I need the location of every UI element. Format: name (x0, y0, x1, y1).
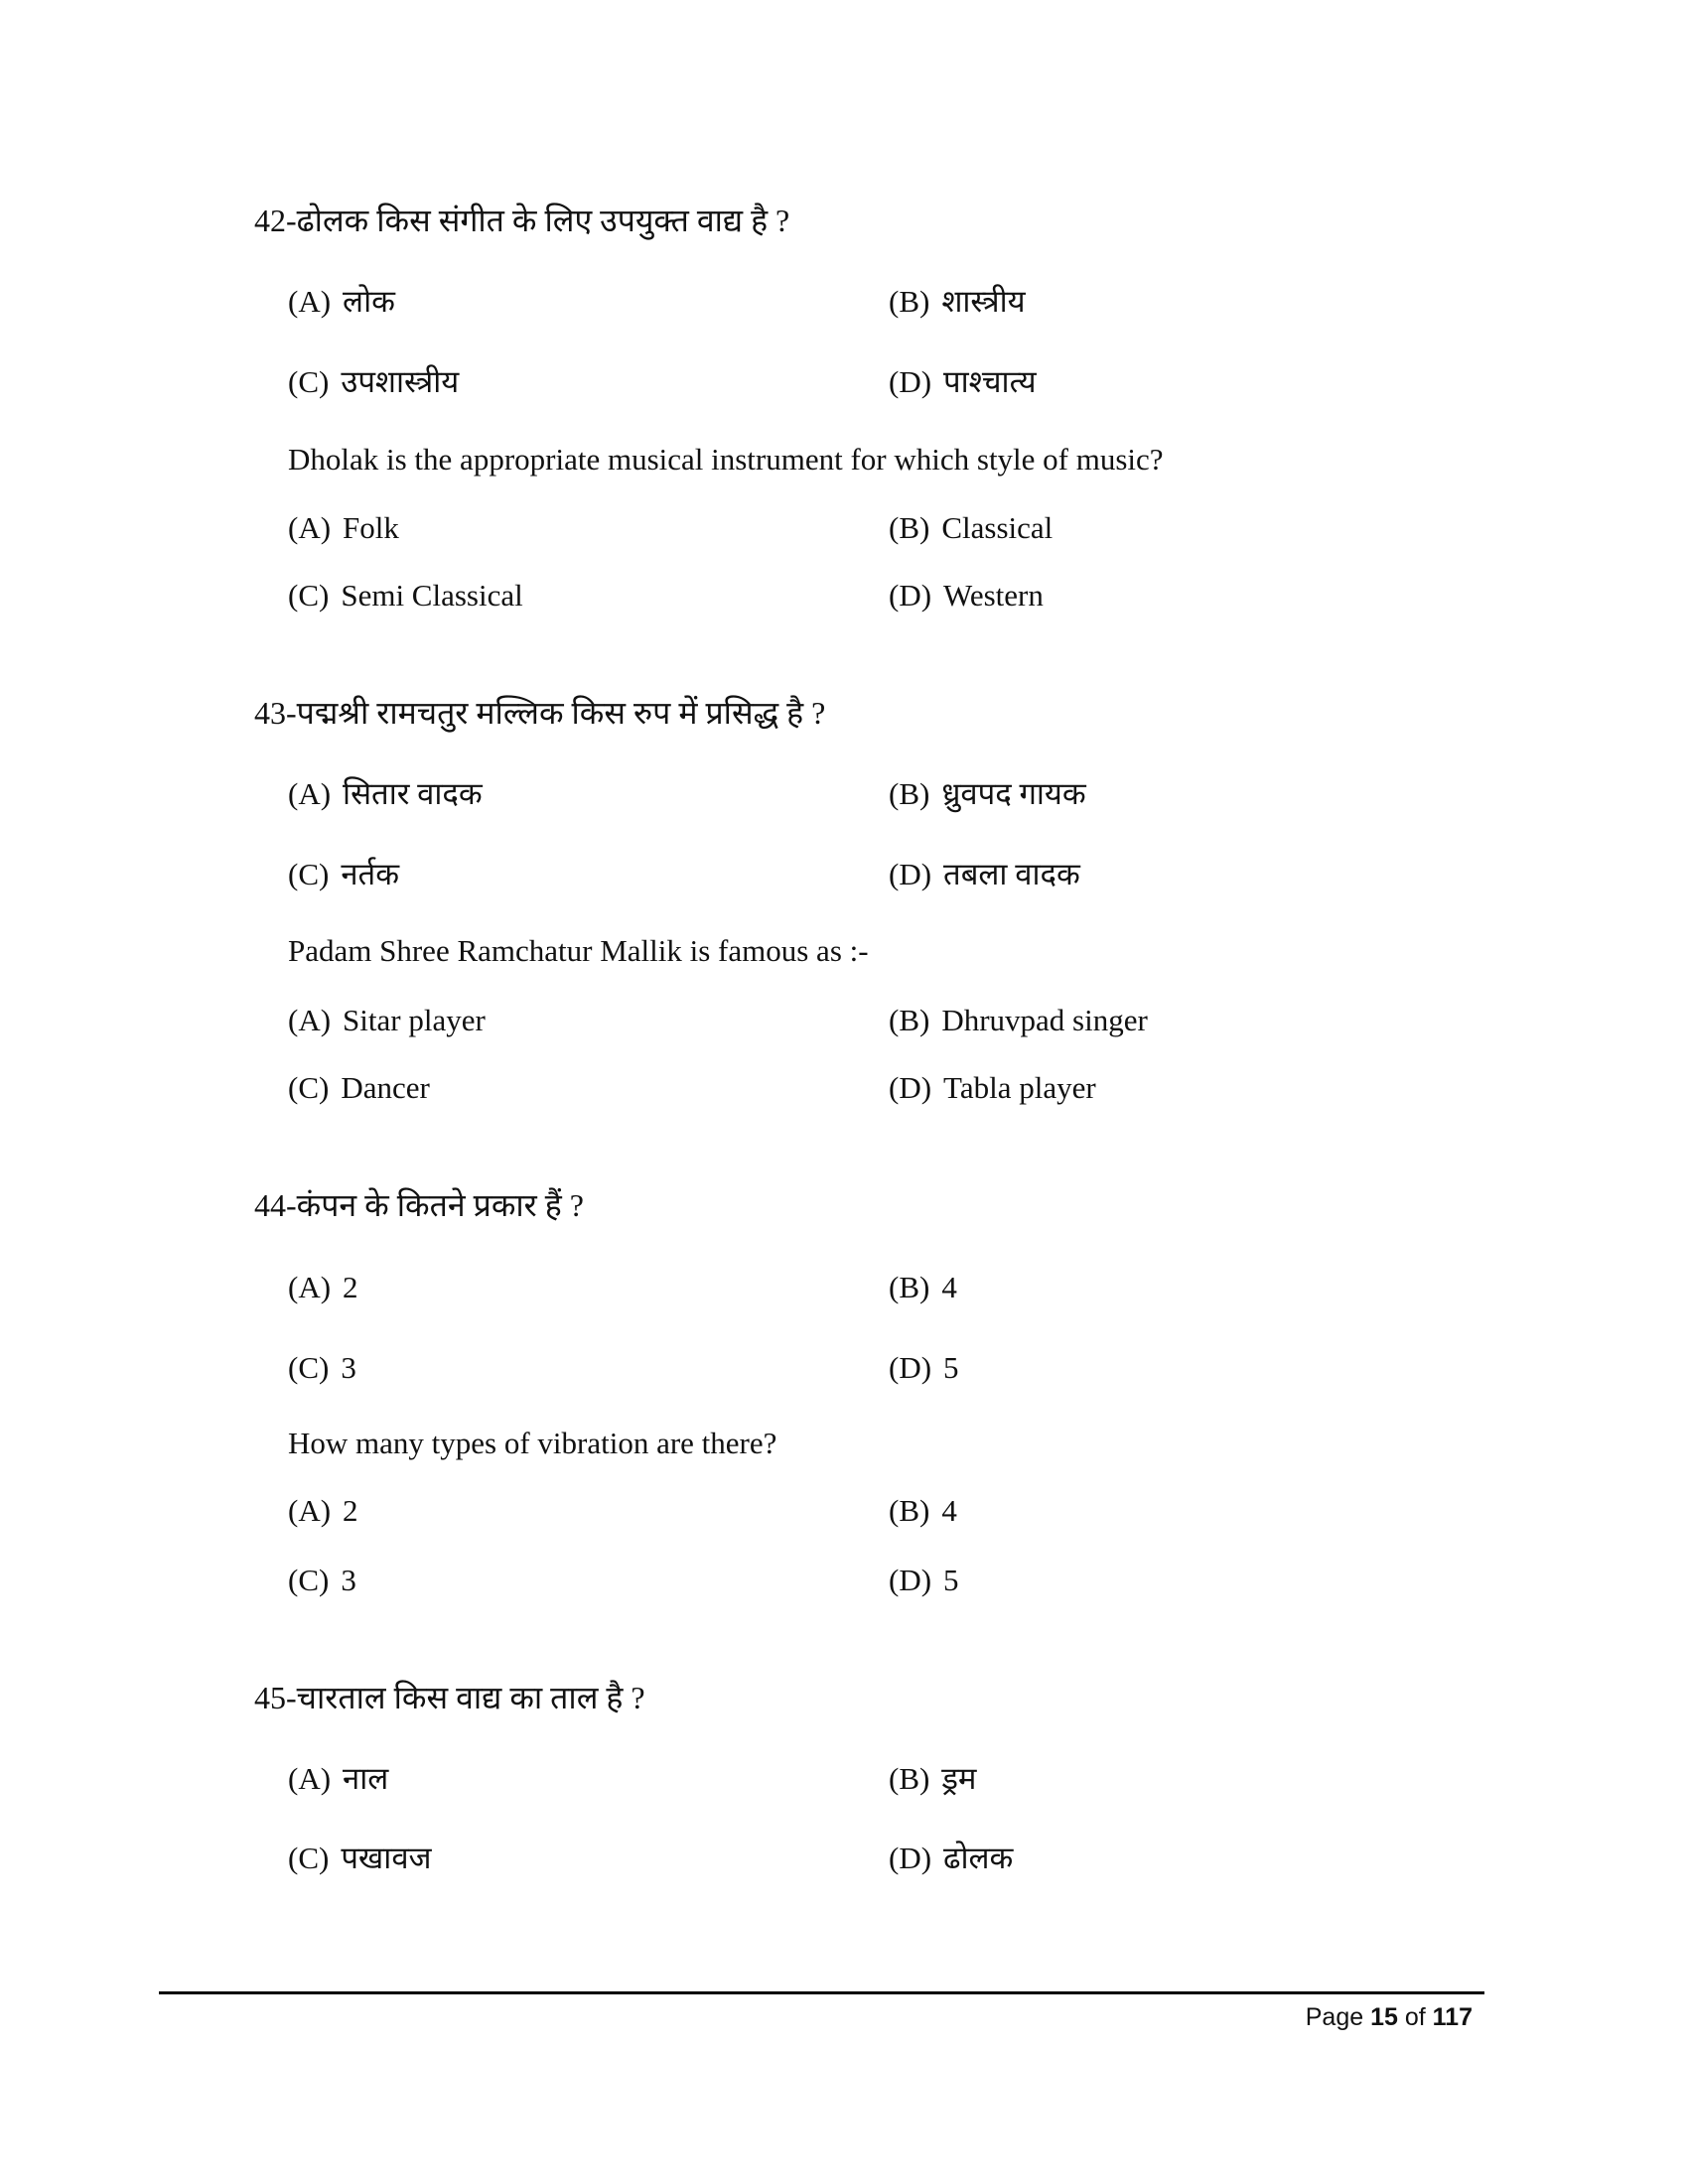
question-english: How many types of vibration are there? (288, 1426, 777, 1460)
option-text: 2 (343, 1493, 358, 1528)
option-a (288, 999, 486, 1042)
option-label: (B) (889, 1493, 930, 1528)
option-d (889, 1837, 1013, 1880)
question-hindi: 44-कंपन के कितने प्रकार हैं ? (254, 1187, 584, 1223)
option-label: (A) (288, 1493, 332, 1528)
option-text: 3 (341, 1350, 356, 1385)
option-b (889, 280, 1026, 324)
option-label: (B) (889, 1270, 930, 1304)
option-label: (A) (288, 776, 332, 811)
option-d (889, 360, 1037, 404)
option-label: (B) (889, 1003, 930, 1037)
option-text: 2 (343, 1270, 358, 1304)
option-label: (D) (889, 1563, 932, 1597)
question-english: Padam Shree Ramchatur Mallik is famous as :- (288, 933, 869, 968)
option-label: (D) (889, 578, 932, 613)
option-d (889, 1559, 959, 1602)
option-d (889, 574, 1044, 617)
option-label: (A) (288, 284, 332, 319)
option-a (288, 1757, 388, 1801)
total-pages: 117 (1432, 2003, 1473, 2031)
option-label: (C) (288, 1563, 330, 1597)
option-text: Western (943, 578, 1044, 613)
option-text: Dancer (341, 1070, 430, 1105)
question-hindi: 42-ढोलक किस संगीत के लिए उपयुक्त वाद्य है ? (254, 203, 790, 238)
option-text: सितार वादक (343, 776, 483, 811)
option-label: (D) (889, 1350, 932, 1385)
option-label: (A) (288, 1761, 332, 1796)
option-a (288, 506, 399, 550)
option-label: (D) (889, 364, 932, 399)
current-page: 15 (1370, 2003, 1398, 2031)
option-label: (B) (889, 284, 930, 319)
option-c (288, 360, 459, 404)
option-c (288, 1837, 432, 1880)
option-label: (C) (288, 578, 330, 613)
option-text: पाश्चात्य (943, 364, 1037, 399)
option-text: शास्त्रीय (941, 284, 1026, 319)
option-b (889, 506, 1053, 550)
option-label: (A) (288, 510, 332, 545)
option-text: पखावज (341, 1841, 432, 1875)
option-label: (B) (889, 510, 930, 545)
option-text: 5 (943, 1350, 959, 1385)
option-d (889, 853, 1080, 896)
of-word: of (1404, 2003, 1426, 2031)
option-label: (D) (889, 1841, 932, 1875)
option-text: Tabla player (943, 1070, 1096, 1105)
page-number (1306, 2003, 1473, 2032)
option-b (889, 1266, 957, 1309)
option-text: नर्तक (341, 857, 400, 891)
option-text: 4 (941, 1493, 957, 1528)
option-c (288, 1346, 356, 1390)
option-label: (C) (288, 857, 330, 891)
option-text: 3 (341, 1563, 356, 1597)
option-label: (C) (288, 364, 330, 399)
option-label: (D) (889, 857, 932, 891)
option-text: Dhruvpad singer (941, 1003, 1148, 1037)
option-b (889, 999, 1148, 1042)
option-text: तबला वादक (943, 857, 1080, 891)
option-b (889, 1757, 976, 1801)
question-english: Dholak is the appropriate musical instrument for which style of music? (288, 442, 1164, 477)
option-b (889, 1489, 957, 1533)
option-text: Folk (343, 510, 399, 545)
option-label: (A) (288, 1270, 332, 1304)
option-label: (B) (889, 1761, 930, 1796)
option-b (889, 772, 1086, 816)
option-a (288, 1489, 358, 1533)
option-text: Classical (941, 510, 1054, 545)
option-label: (B) (889, 776, 930, 811)
page-word: Page (1305, 2003, 1364, 2031)
option-label: (C) (288, 1070, 330, 1105)
footer-rule (159, 1991, 1484, 1994)
option-a (288, 280, 395, 324)
option-label: (A) (288, 1003, 332, 1037)
option-c (288, 853, 399, 896)
option-text: Semi Classical (341, 578, 523, 613)
option-c (288, 574, 523, 617)
option-text: ढोलक (943, 1841, 1014, 1875)
option-a (288, 772, 483, 816)
option-text: ड्रम (941, 1761, 977, 1796)
option-label: (D) (889, 1070, 932, 1105)
option-text: उपशास्त्रीय (341, 364, 460, 399)
option-text: Sitar player (343, 1003, 486, 1037)
option-label: (C) (288, 1350, 330, 1385)
option-c (288, 1066, 430, 1110)
option-text: ध्रुवपद गायक (941, 776, 1086, 811)
question-hindi: 45-चारताल किस वाद्य का ताल है ? (254, 1680, 645, 1715)
option-text: 4 (941, 1270, 957, 1304)
option-a (288, 1266, 358, 1309)
option-d (889, 1066, 1096, 1110)
option-text: 5 (943, 1563, 959, 1597)
option-d (889, 1346, 959, 1390)
option-text: लोक (343, 284, 395, 319)
question-hindi: 43-पद्मश्री रामचतुर मल्लिक किस रुप में प्रसिद्ध है ? (254, 695, 826, 731)
option-c (288, 1559, 356, 1602)
option-label: (C) (288, 1841, 330, 1875)
option-text: नाल (343, 1761, 389, 1796)
